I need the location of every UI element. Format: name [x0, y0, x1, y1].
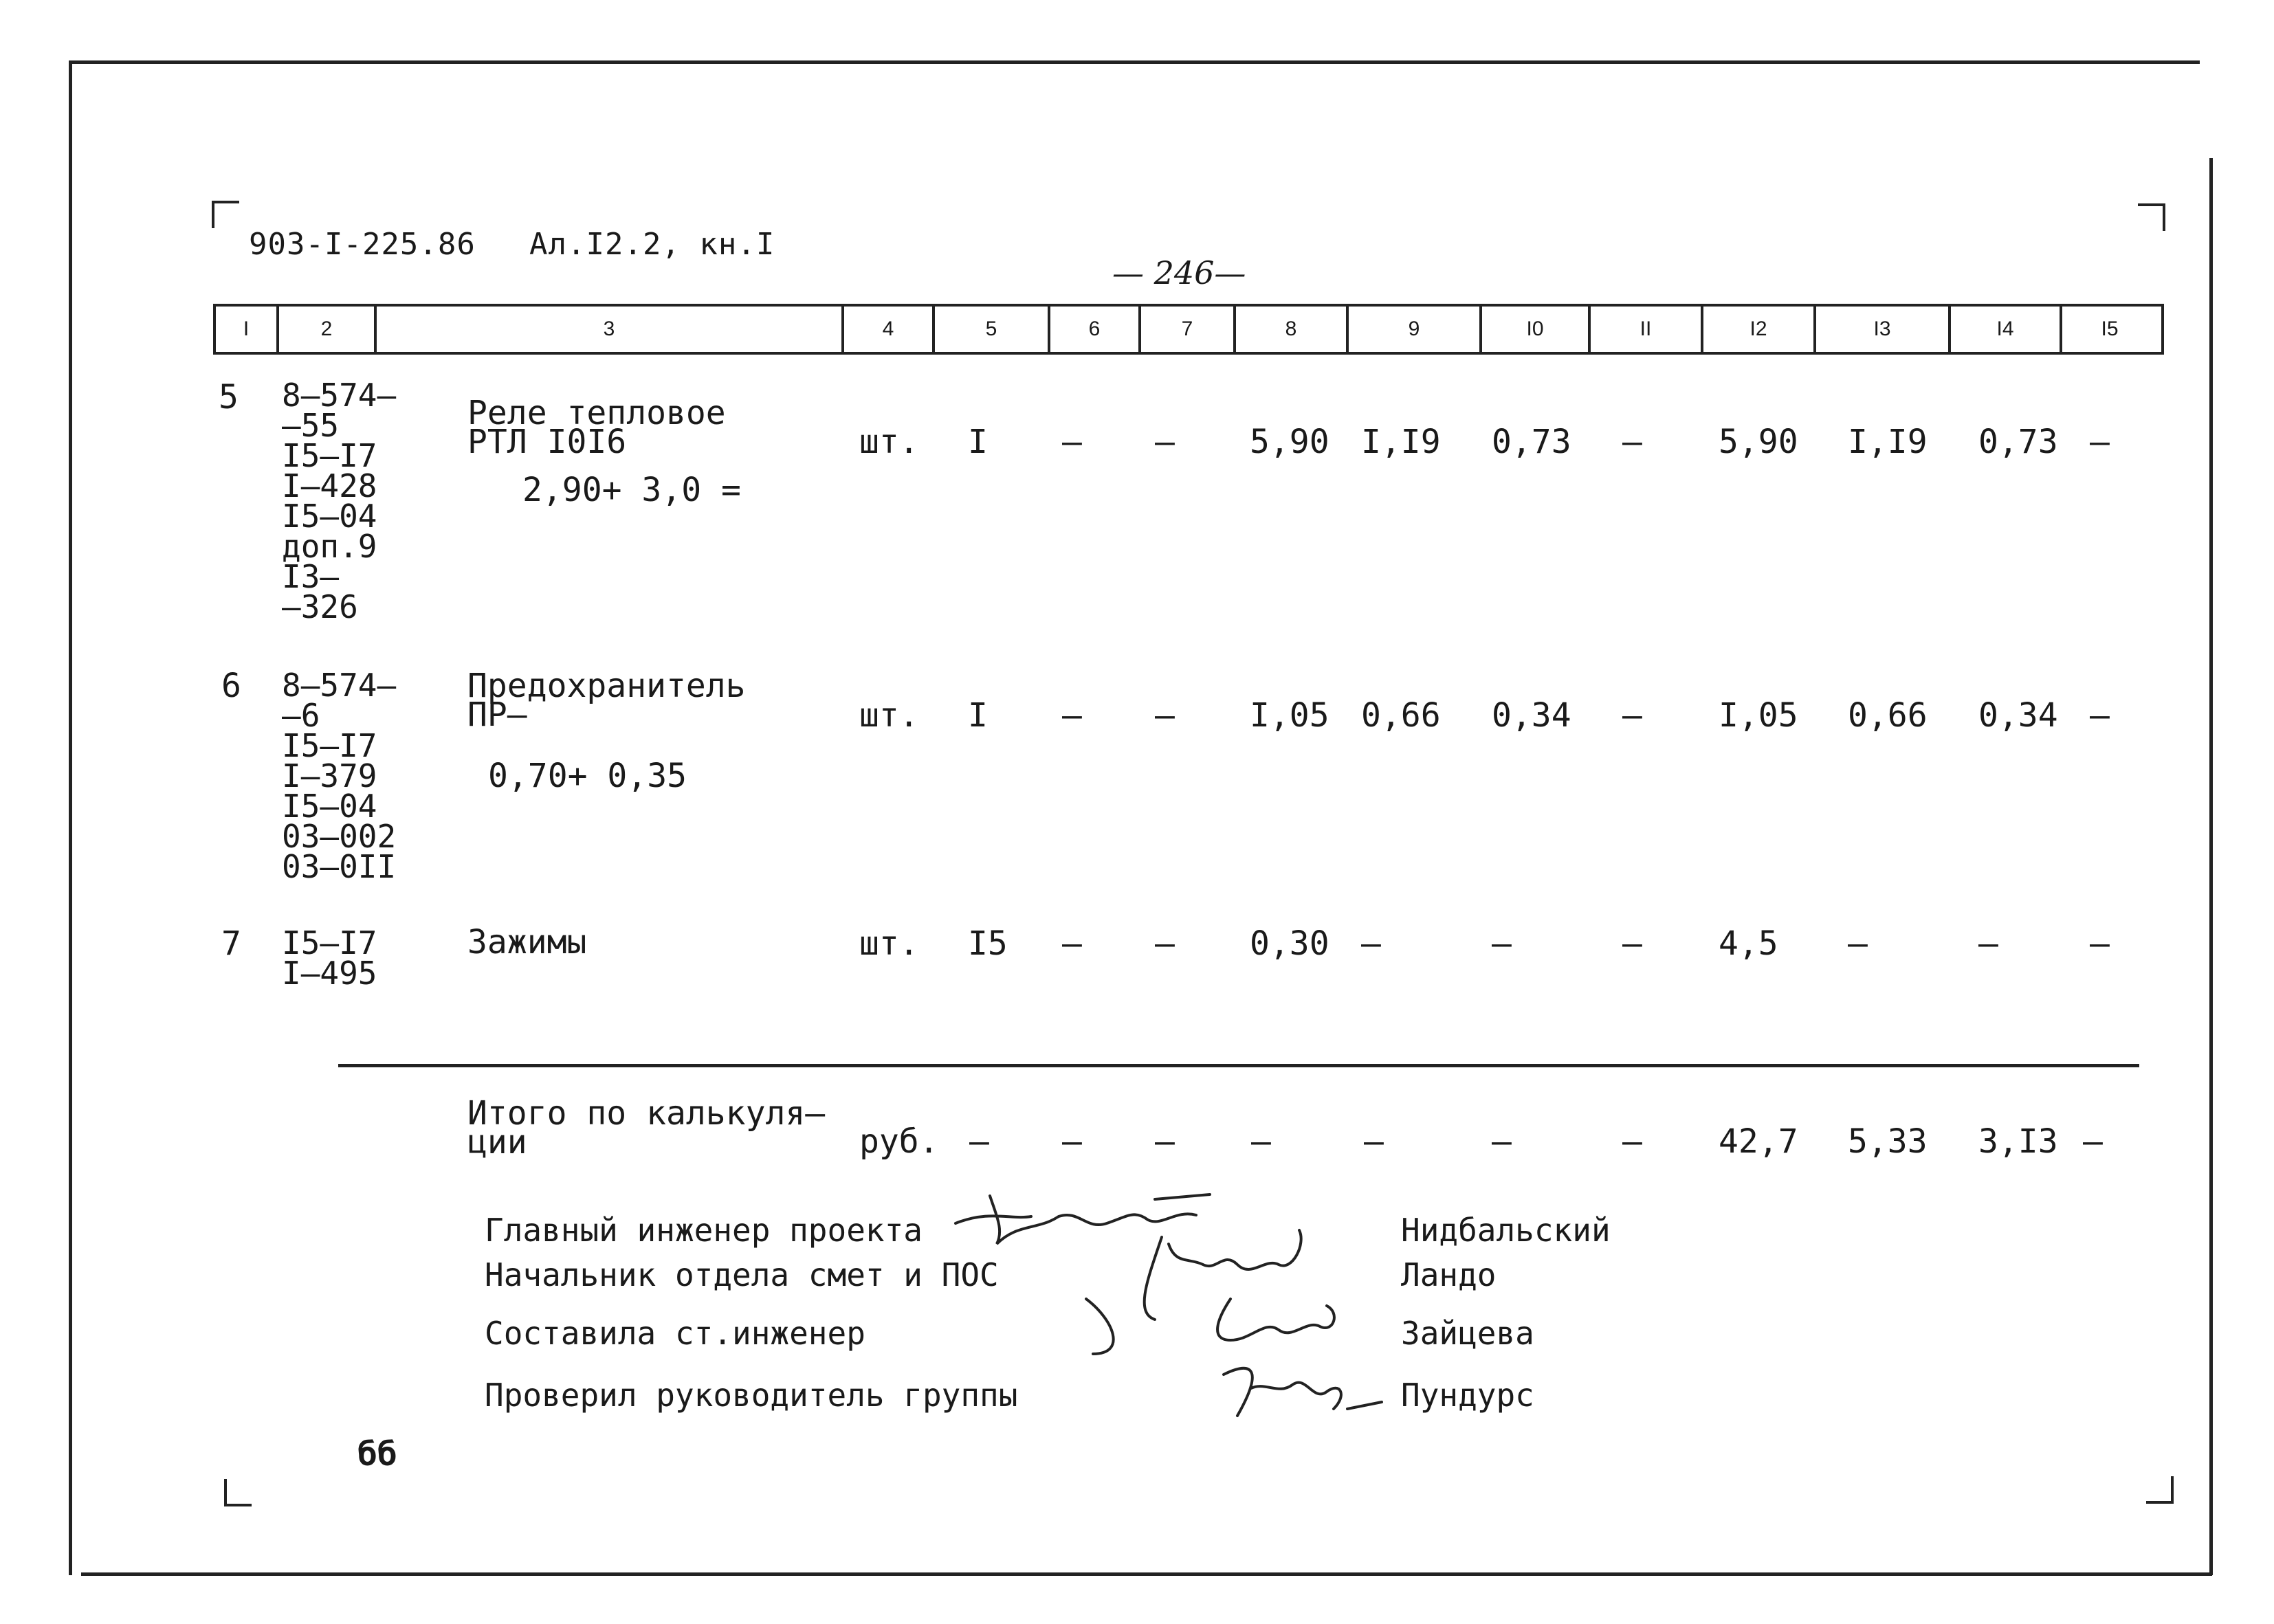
- value-col8: I,05: [1250, 696, 1329, 735]
- unit: шт.: [859, 924, 919, 963]
- total-col7: –: [1155, 1122, 1175, 1161]
- total-col6: –: [1062, 1122, 1082, 1161]
- total-col11: –: [1622, 1122, 1642, 1161]
- column-header: I5: [2101, 318, 2119, 340]
- signature-name: Ландо: [1401, 1256, 1497, 1293]
- signature-role: Главный инженер проекта: [485, 1212, 923, 1249]
- value-col12: 4,5: [1719, 924, 1778, 963]
- total-col15: –: [2083, 1122, 2103, 1161]
- column-header-row: [213, 304, 2164, 355]
- code-line: I5–I7: [282, 437, 377, 474]
- corner-mark-bottom-left: [224, 1479, 252, 1506]
- column-header: 4: [844, 307, 935, 352]
- total-col14: 3,I3: [1978, 1122, 2058, 1161]
- total-col13: 5,33: [1848, 1122, 1928, 1161]
- code-line: I5–I7: [282, 924, 377, 961]
- code-line: I–428: [282, 467, 377, 504]
- total-col9: –: [1364, 1122, 1384, 1161]
- handwritten-signature-checker: [1210, 1354, 1389, 1430]
- corner-mark-top-left: [212, 201, 239, 228]
- total-label: Итого по калькуля–: [467, 1094, 826, 1133]
- quantity: I: [968, 696, 988, 735]
- handwritten-signature-compiler: [1189, 1292, 1354, 1354]
- value-col14: –: [1978, 924, 1998, 963]
- value-col8: 5,90: [1250, 423, 1329, 461]
- value-col6: –: [1062, 696, 1082, 735]
- code-line: 8–574–: [282, 377, 397, 414]
- column-header: 5: [935, 307, 1050, 352]
- value-col13: –: [1848, 924, 1868, 963]
- total-separator-line: [338, 1064, 2139, 1067]
- value-col9: I,I9: [1361, 423, 1441, 461]
- value-col7: –: [1155, 924, 1175, 963]
- frame-right-border: [2209, 158, 2213, 1575]
- album-reference: Ал.I2.2, кн.I: [529, 227, 775, 262]
- unit: шт.: [859, 696, 919, 735]
- item-name: Предохранитель: [467, 667, 746, 705]
- signature-name: Пундурс: [1401, 1377, 1534, 1414]
- row-number: 5: [219, 378, 239, 416]
- value-col15: –: [2090, 924, 2110, 963]
- column-header: 6: [1050, 307, 1141, 352]
- row-number: 6: [221, 667, 241, 705]
- column-header: I: [216, 307, 279, 352]
- value-col7: –: [1155, 696, 1175, 735]
- column-header: 2: [279, 307, 377, 352]
- column-header: I2: [1703, 307, 1816, 352]
- value-col13: 0,66: [1848, 696, 1928, 735]
- column-header: II: [1591, 307, 1703, 352]
- page-number: — 246—: [1112, 254, 1246, 291]
- signature-name: Нидбальский: [1401, 1212, 1611, 1249]
- value-col10: 0,73: [1492, 423, 1571, 461]
- code-line: I3–: [282, 558, 340, 595]
- value-col14: 0,34: [1978, 696, 2058, 735]
- document-code: 903-I-225.86: [249, 227, 476, 262]
- column-header: 9: [1349, 307, 1482, 352]
- value-col12: I,05: [1719, 696, 1798, 735]
- value-col6: –: [1062, 924, 1082, 963]
- price-formula: 0,70+ 0,35: [488, 757, 687, 795]
- unit: шт.: [859, 423, 919, 461]
- footer-mark: бб: [357, 1435, 397, 1473]
- value-col13: I,I9: [1848, 423, 1928, 461]
- value-col6: –: [1062, 423, 1082, 461]
- total-col8: –: [1251, 1122, 1271, 1161]
- value-col7: –: [1155, 423, 1175, 461]
- total-col12: 42,7: [1719, 1122, 1798, 1161]
- quantity: I: [968, 423, 988, 461]
- column-header: 8: [1236, 307, 1349, 352]
- value-col11: –: [1622, 924, 1642, 963]
- value-col15: –: [2090, 423, 2110, 461]
- signature-role: Начальник отдела смет и ПОС: [485, 1256, 999, 1293]
- value-col11: –: [1622, 696, 1642, 735]
- total-col10: –: [1492, 1122, 1512, 1161]
- column-header: I0: [1482, 307, 1591, 352]
- item-name: Реле тепловое: [467, 394, 726, 432]
- code-line: I5–04: [282, 788, 377, 825]
- signature-name: Зайцева: [1401, 1315, 1534, 1352]
- corner-mark-top-right: [2138, 203, 2165, 231]
- value-col10: –: [1492, 924, 1512, 963]
- code-line: 8–574–: [282, 667, 397, 704]
- code-line: I5–04: [282, 498, 377, 535]
- item-name: РТЛ I0I6: [467, 423, 627, 461]
- frame-bottom-border: [81, 1572, 2212, 1576]
- code-line: 03–0II: [282, 848, 397, 885]
- code-line: I–495: [282, 955, 377, 992]
- corner-mark-bottom-right: [2146, 1476, 2174, 1504]
- code-line: –326: [282, 588, 358, 625]
- code-line: I5–I7: [282, 727, 377, 764]
- frame-left-border: [69, 60, 72, 1575]
- column-header: 3: [377, 307, 844, 352]
- column-header: 7: [1141, 307, 1236, 352]
- total-label: ции: [467, 1123, 527, 1161]
- code-line: –6: [282, 697, 320, 734]
- code-line: –55: [282, 407, 340, 444]
- column-header: I4: [1951, 307, 2062, 352]
- signature-role: Составила ст.инженер: [485, 1315, 865, 1352]
- value-col15: –: [2090, 696, 2110, 735]
- total-col5: –: [969, 1122, 989, 1161]
- value-col8: 0,30: [1250, 924, 1329, 963]
- code-line: I–379: [282, 757, 377, 794]
- value-col12: 5,90: [1719, 423, 1798, 461]
- frame-top-border: [69, 60, 2200, 64]
- code-line: доп.9: [282, 528, 377, 565]
- item-name: Зажимы: [467, 923, 587, 961]
- code-line: 03–002: [282, 818, 397, 855]
- signature-role: Проверил руководитель группы: [485, 1377, 1018, 1414]
- value-col10: 0,34: [1492, 696, 1571, 735]
- value-col14: 0,73: [1978, 423, 2058, 461]
- total-unit: руб.: [859, 1122, 939, 1161]
- value-col11: –: [1622, 423, 1642, 461]
- price-formula: 2,90+ 3,0 =: [522, 471, 741, 509]
- row-number: 7: [221, 924, 241, 963]
- quantity: I5: [968, 924, 1008, 963]
- value-col9: –: [1361, 924, 1381, 963]
- value-col9: 0,66: [1361, 696, 1441, 735]
- item-name: ПР–: [467, 696, 527, 734]
- column-header: I3: [1816, 307, 1951, 352]
